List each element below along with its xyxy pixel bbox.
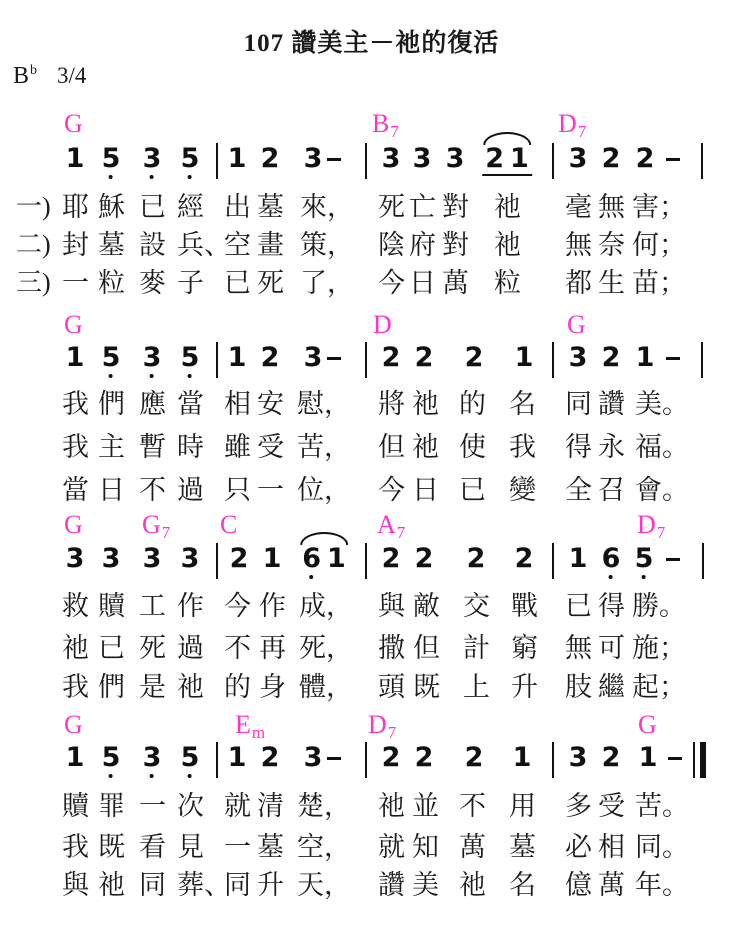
lyric-syllable: 的 [459,389,486,419]
barline [216,742,218,778]
lyric-syllable: 死 [257,268,284,298]
lyric-syllable: 亡 [409,192,436,222]
chord-label: D [373,310,392,339]
note: 2 [381,543,401,574]
lyric-syllable: 今 [378,475,405,505]
chord-label: G [64,510,83,539]
note: 5 [635,545,654,572]
lyric-syllable: 祂 [412,389,439,419]
lyric-syllable: 過 [177,633,204,663]
lyric-syllable: 作 [259,591,286,621]
lyric-syllable: 不 [139,475,166,505]
note-dash [666,357,680,360]
lyric-syllable: 今 [378,268,405,298]
note: 1 [65,342,85,373]
lyric-syllable: 墓 [509,832,536,862]
lyric-syllable: 可 [598,633,625,663]
lyric-syllable: 得 [598,591,625,621]
lyric-syllable: 慰， [297,389,351,419]
lyric-syllable: 祂 [494,230,521,260]
lyric-syllable: 罪 [98,791,125,821]
lyric-syllable: 墓 [98,230,125,260]
verse-label: 二) [16,230,51,259]
lyric-syllable: 一 [139,791,166,821]
lyric-syllable: 空 [224,230,251,260]
lyric-syllable: 同 [139,870,166,900]
lyric-syllable: 應 [139,389,166,419]
lyric-syllable: 不 [459,791,486,821]
note: 1 [327,543,346,574]
lyric-syllable: 全 [565,475,592,505]
lyric-syllable: 福。 [635,432,689,462]
barline [365,143,367,179]
lyric-syllable: 設 [139,230,166,260]
note: 3 [568,143,588,174]
note: 1 [638,742,658,773]
note: 3 [412,143,432,174]
key-letter: B [13,63,30,89]
final-barline [700,742,706,778]
lyric-syllable: 上 [463,672,490,702]
lyric-syllable: 苦， [297,432,351,462]
lyric-syllable: 工 [139,591,166,621]
lyric-syllable: 生 [598,268,625,298]
lyric-syllable: 相 [224,389,251,419]
low-octave-dot [150,774,154,778]
note: 3 [143,344,162,371]
note: 2 [260,742,280,773]
note: 3 [101,543,121,574]
barline [552,143,554,179]
chord-label: G [567,310,586,339]
note: 2 [601,342,621,373]
lyric-syllable: 位， [297,475,351,505]
lyric-syllable: 得 [565,432,592,462]
lyric-syllable: 交 [463,591,490,621]
lyric-syllable: 但 [413,633,440,663]
note: 1 [514,342,534,373]
lyric-syllable: 死， [299,633,353,663]
lyric-syllable: 肢 [565,672,592,702]
chord-label: $A_7$ [377,510,406,542]
lyric-syllable: 戰 [511,591,538,621]
barline [701,342,703,378]
lyric-syllable: 贖 [62,791,89,821]
lyric-syllable: 施； [632,633,686,663]
note-dash [327,158,341,161]
lyric-syllable: 既 [413,672,440,702]
lyric-syllable: 耶 [62,192,89,222]
lyric-syllable: 了， [300,268,354,298]
chord-label: $E_m$ [235,710,266,742]
lyric-syllable: 體， [299,672,353,702]
lyric-syllable: 楚， [297,791,351,821]
barline [701,143,703,179]
lyric-syllable: 對 [442,230,469,260]
lyric-syllable: 變 [509,475,536,505]
low-octave-dot [109,374,113,378]
note: 3 [142,543,162,574]
low-octave-dot [310,575,314,579]
note: 3 [180,543,200,574]
lyric-syllable: 主 [98,432,125,462]
note: 2 [260,143,280,174]
lyric-syllable: 祂 [98,870,125,900]
lyric-syllable: 是 [139,672,166,702]
hymn-title: 107 讚美主－祂的復活 [243,30,500,57]
note-group [482,145,532,176]
note: 1 [65,143,85,174]
lyric-syllable: 讚 [378,870,405,900]
low-octave-dot [109,774,113,778]
note: 2 [414,342,434,373]
lyric-syllable: 將 [378,389,405,419]
note: 3 [568,742,588,773]
lyric-syllable: 與 [378,591,405,621]
lyric-syllable: 既 [98,832,125,862]
lyric-syllable: 窮 [511,633,538,663]
lyric-syllable: 祂 [494,192,521,222]
lyric-syllable: 已 [224,268,251,298]
note: 3 [445,143,465,174]
note: 5 [181,344,200,371]
lyric-syllable: 已 [139,192,166,222]
note: 3 [568,342,588,373]
note: 2 [601,143,621,174]
chord-label: G [64,109,83,138]
lyric-syllable: 暫 [139,432,166,462]
lyric-syllable: 受 [257,432,284,462]
note: 5 [102,344,121,371]
lyric-syllable: 年。 [635,870,689,900]
note: 1 [227,143,247,174]
lyric-syllable: 次 [177,791,204,821]
lyric-syllable: 知 [412,832,439,862]
lyric-syllable: 來， [300,192,354,222]
lyric-syllable: 我 [509,432,536,462]
lyric-syllable: 祂 [459,870,486,900]
note: 2 [601,742,621,773]
lyric-syllable: 就 [378,832,405,862]
lyric-syllable: 看 [139,832,166,862]
note: 6 [302,545,321,572]
lyric-syllable: 墓 [257,192,284,222]
barline [365,543,367,579]
note: 2 [464,342,484,373]
lyric-syllable: 永 [598,432,625,462]
low-octave-dot [188,374,192,378]
lyric-syllable: 頭 [378,672,405,702]
note-dash [666,158,680,161]
lyric-syllable: 祂 [412,432,439,462]
barline [216,143,218,179]
low-octave-dot [150,374,154,378]
note: 1 [227,742,247,773]
lyric-syllable: 萬 [442,268,469,298]
lyric-syllable: 封 [62,230,89,260]
lyric-syllable: 畫 [257,230,284,260]
note: 1 [635,342,655,373]
lyric-syllable: 無 [565,230,592,260]
lyric-syllable: 升 [257,870,284,900]
lyric-syllable: 們 [98,389,125,419]
barline [216,342,218,378]
lyric-syllable: 當 [177,389,204,419]
note: 3 [303,143,323,174]
lyric-syllable: 日 [412,475,439,505]
chord-label: $D_7$ [368,710,397,742]
low-octave-dot [109,175,113,179]
lyric-syllable: 只 [224,475,251,505]
note: 2 [635,143,655,174]
lyric-syllable: 策， [300,230,354,260]
low-octave-dot [150,175,154,179]
lyric-syllable: 一 [224,832,251,862]
note: 3 [303,742,323,773]
lyric-syllable: 安 [257,389,284,419]
lyric-syllable: 身 [259,672,286,702]
note: 5 [102,744,121,771]
lyric-syllable: 救 [62,591,89,621]
lyric-syllable: 不 [224,633,251,663]
lyric-syllable: 麥 [139,268,166,298]
note: 2 [466,543,486,574]
lyric-syllable: 無 [598,192,625,222]
verse-label: 三) [16,268,51,297]
lyric-syllable: 今 [224,591,251,621]
lyric-syllable: 受 [598,791,625,821]
note: 2 [485,143,504,174]
lyric-syllable: 用 [509,791,536,821]
lyric-syllable: 日 [98,475,125,505]
lyric-syllable: 並 [412,791,439,821]
lyric-syllable: 府 [409,230,436,260]
slur-arc [300,532,348,545]
lyric-syllable: 時 [177,432,204,462]
lyric-syllable: 但 [378,432,405,462]
barline [693,742,695,778]
lyric-syllable: 當 [62,475,89,505]
lyric-syllable: 奈 [598,230,625,260]
barline [216,543,218,579]
lyric-syllable: 就 [224,791,251,821]
lyric-syllable: 贖 [98,591,125,621]
lyric-syllable: 召 [598,475,625,505]
note: 3 [303,342,323,373]
lyric-syllable: 我 [62,389,89,419]
chord-label: C [220,510,238,539]
lyric-syllable: 死 [378,192,405,222]
lyric-syllable: 已 [459,475,486,505]
lyric-syllable: 毫 [565,192,592,222]
lyric-syllable: 必 [565,832,592,862]
lyric-syllable: 萬 [598,870,625,900]
chord-label: G [64,310,83,339]
lyric-syllable: 同。 [635,832,689,862]
lyric-syllable: 我 [62,672,89,702]
lyric-syllable: 祂 [177,672,204,702]
note-dash [668,757,682,760]
note: 2 [414,742,434,773]
low-octave-dot [642,575,646,579]
low-octave-dot [188,175,192,179]
note: 1 [512,742,532,773]
lyric-syllable: 日 [409,268,436,298]
note: 3 [143,744,162,771]
lyric-syllable: 計 [463,633,490,663]
lyric-syllable: 苦。 [635,791,689,821]
lyric-syllable: 名 [509,870,536,900]
note: 1 [510,143,529,174]
note-group [299,545,349,572]
lyric-syllable: 成， [299,591,353,621]
lyric-syllable: 清 [257,791,284,821]
note: 2 [229,543,249,574]
lyric-syllable: 都 [565,268,592,298]
note: 3 [381,143,401,174]
lyric-syllable: 多 [565,791,592,821]
chord-label: G [638,710,657,739]
lyric-syllable: 美 [412,870,439,900]
lyric-syllable: 我 [62,432,89,462]
note: 3 [143,145,162,172]
barline [365,742,367,778]
lyric-syllable: 已 [98,633,125,663]
lyric-syllable: 億 [565,870,592,900]
lyric-syllable: 粒 [98,268,125,298]
note: 1 [568,543,588,574]
lyric-syllable: 穌 [98,192,125,222]
note: 1 [262,543,282,574]
barline [365,342,367,378]
time-signature: 3/4 [57,63,87,88]
chord-label: $B_7$ [372,109,399,141]
lyric-syllable: 起； [632,672,686,702]
verse-label: 一) [16,192,51,221]
lyric-syllable: 雖 [224,432,251,462]
chord-label: $D_7$ [558,109,587,141]
note: 2 [381,742,401,773]
lyric-syllable: 對 [442,192,469,222]
note: 2 [514,543,534,574]
lyric-syllable: 與 [62,870,89,900]
lyric-syllable: 再 [259,633,286,663]
lyric-syllable: 何； [632,230,686,260]
slur-arc [483,132,531,145]
lyric-syllable: 美。 [635,389,689,419]
lyric-syllable: 一 [257,475,284,505]
lyric-syllable: 過 [177,475,204,505]
lyric-syllable: 兵、 [177,230,231,260]
lyric-syllable: 墓 [257,832,284,862]
lyric-syllable: 讚 [598,389,625,419]
lyric-syllable: 經 [177,192,204,222]
lyric-syllable: 同 [224,870,251,900]
lyric-syllable: 苗； [632,268,686,298]
lyric-syllable: 相 [598,832,625,862]
barline [552,342,554,378]
lyric-syllable: 敵 [413,591,440,621]
note: 6 [602,545,621,572]
lyric-syllable: 空， [297,832,351,862]
note: 2 [260,342,280,373]
note: 5 [102,145,121,172]
note: 5 [181,145,200,172]
lyric-syllable: 名 [509,389,536,419]
lyric-syllable: 見 [177,832,204,862]
lyric-syllable: 萬 [459,832,486,862]
lyric-syllable: 出 [224,192,251,222]
chord-label: $D_7$ [637,510,666,542]
key-signature [13,58,86,89]
note: 2 [414,543,434,574]
lyric-syllable: 子 [177,268,204,298]
barline [702,543,704,579]
chord-label: G [64,710,83,739]
barline [552,543,554,579]
lyric-syllable: 同 [565,389,592,419]
lyric-syllable: 升 [511,672,538,702]
lyric-syllable: 陰 [378,230,405,260]
flat-accidental: b [30,63,38,78]
note: 2 [464,742,484,773]
note-dash [327,757,341,760]
note: 1 [65,742,85,773]
low-octave-dot [188,774,192,778]
barline [552,742,554,778]
lyric-syllable: 的 [224,672,251,702]
lyric-syllable: 使 [459,432,486,462]
note-dash [327,357,341,360]
note-dash [666,558,680,561]
lyric-syllable: 祂 [378,791,405,821]
lyric-syllable: 葬、 [177,870,231,900]
note: 3 [65,543,85,574]
lyric-syllable: 害； [632,192,686,222]
lyric-syllable: 繼 [598,672,625,702]
note: 5 [181,744,200,771]
lyric-syllable: 粒 [494,268,521,298]
lyric-syllable: 會。 [635,475,689,505]
lyric-syllable: 祂 [62,633,89,663]
lyric-syllable: 死 [139,633,166,663]
lyric-syllable: 無 [565,633,592,663]
lyric-syllable: 作 [177,591,204,621]
low-octave-dot [609,575,613,579]
lyric-syllable: 我 [62,832,89,862]
lyric-syllable: 們 [98,672,125,702]
lyric-syllable: 勝。 [632,591,686,621]
chord-label: $G_7$ [142,510,171,542]
lyric-syllable: 天， [297,870,351,900]
note: 1 [227,342,247,373]
lyric-syllable: 已 [565,591,592,621]
lyric-syllable: 一 [62,268,89,298]
lyric-syllable: 撒 [378,633,405,663]
note: 2 [381,342,401,373]
